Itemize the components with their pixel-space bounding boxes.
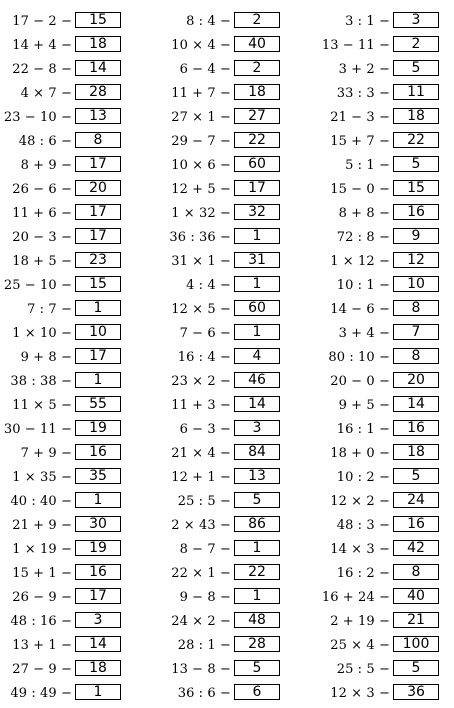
problem-row xyxy=(159,321,283,345)
problem-row xyxy=(159,297,283,321)
problem-expression: 18 + 5 − xyxy=(12,253,72,269)
problem-row xyxy=(318,585,442,609)
problem-row xyxy=(0,489,124,513)
problem-expression: 1 × 35 − xyxy=(12,469,72,485)
answer-box[interactable]: 40 xyxy=(393,588,439,604)
answer-box[interactable]: 28 xyxy=(75,84,121,100)
answer-box[interactable]: 2 xyxy=(234,12,280,28)
answer-box[interactable]: 60 xyxy=(234,156,280,172)
problem-row xyxy=(159,9,283,33)
problem-expression: 24 × 2 − xyxy=(171,613,231,629)
problem-row xyxy=(0,297,124,321)
problem-row xyxy=(0,273,124,297)
problem-row xyxy=(318,321,442,345)
problem-row xyxy=(0,177,124,201)
answer-box[interactable]: 5 xyxy=(234,492,280,508)
problem-expression: 15 − 0 − xyxy=(330,181,390,197)
answer-box[interactable]: 5 xyxy=(393,660,439,676)
answer-box[interactable]: 42 xyxy=(393,540,439,556)
problem-expression: 49 : 49 − xyxy=(10,685,72,701)
problem-expression: 5 : 1 − xyxy=(345,157,390,173)
answer-box[interactable]: 15 xyxy=(75,12,121,28)
problem-expression: 15 + 1 − xyxy=(12,565,72,581)
answer-box[interactable]: 6 xyxy=(234,684,280,700)
answer-box[interactable]: 13 xyxy=(75,108,121,124)
answer-box[interactable]: 2 xyxy=(393,36,439,52)
problem-expression: 14 + 4 − xyxy=(12,37,72,53)
problem-row xyxy=(0,33,124,57)
problem-row xyxy=(159,33,283,57)
problem-expression: 38 : 38 − xyxy=(10,373,72,389)
column-2 xyxy=(159,9,283,705)
problem-expression: 31 × 1 − xyxy=(171,253,231,269)
worksheet xyxy=(0,9,454,701)
answer-box[interactable]: 11 xyxy=(393,84,439,100)
answer-box[interactable]: 86 xyxy=(234,516,280,532)
answer-box[interactable]: 15 xyxy=(75,276,121,292)
answer-box[interactable]: 17 xyxy=(75,204,121,220)
problem-expression: 21 + 9 − xyxy=(12,517,72,533)
problem-row xyxy=(0,609,124,633)
answer-box[interactable]: 36 xyxy=(393,684,439,700)
answer-box[interactable]: 14 xyxy=(234,396,280,412)
problem-expression: 21 × 4 − xyxy=(171,445,231,461)
problem-expression: 9 − 8 − xyxy=(179,589,231,605)
problem-row xyxy=(159,417,283,441)
answer-box[interactable]: 3 xyxy=(393,12,439,28)
problem-expression: 11 + 7 − xyxy=(171,85,231,101)
answer-box[interactable]: 8 xyxy=(393,564,439,580)
problem-row xyxy=(159,489,283,513)
answer-box[interactable]: 20 xyxy=(75,180,121,196)
problem-row xyxy=(318,561,442,585)
problem-expression: 10 : 2 − xyxy=(336,469,390,485)
problem-expression: 12 + 1 − xyxy=(171,469,231,485)
problem-row xyxy=(318,345,442,369)
problem-expression: 1 × 12 − xyxy=(330,253,390,269)
problem-row xyxy=(159,105,283,129)
problem-row xyxy=(0,657,124,681)
answer-box[interactable]: 30 xyxy=(75,516,121,532)
problem-expression: 48 : 3 − xyxy=(336,517,390,533)
problem-expression: 27 × 1 − xyxy=(171,109,231,125)
problem-row xyxy=(159,393,283,417)
problem-expression: 33 : 3 − xyxy=(336,85,390,101)
problem-row xyxy=(318,153,442,177)
problem-expression: 48 : 6 − xyxy=(18,133,72,149)
problem-row xyxy=(0,417,124,441)
problem-row xyxy=(0,201,124,225)
problem-row xyxy=(0,345,124,369)
problem-row xyxy=(0,129,124,153)
problem-expression: 3 + 2 − xyxy=(338,61,390,77)
problem-row xyxy=(159,81,283,105)
problem-expression: 36 : 36 − xyxy=(169,229,231,245)
problem-expression: 11 + 6 − xyxy=(12,205,72,221)
problem-expression: 22 × 1 − xyxy=(171,565,231,581)
problem-expression: 12 + 5 − xyxy=(171,181,231,197)
answer-box[interactable]: 19 xyxy=(75,420,121,436)
problem-expression: 9 + 8 − xyxy=(20,349,72,365)
problem-expression: 7 − 6 − xyxy=(179,325,231,341)
problem-expression: 14 − 6 − xyxy=(330,301,390,317)
problem-expression: 10 × 6 − xyxy=(171,157,231,173)
answer-box[interactable]: 21 xyxy=(393,612,439,628)
answer-box[interactable]: 17 xyxy=(75,156,121,172)
problem-expression: 13 − 8 − xyxy=(171,661,231,677)
problem-row xyxy=(318,369,442,393)
problem-row xyxy=(318,129,442,153)
column-1 xyxy=(0,9,124,705)
answer-box[interactable]: 1 xyxy=(234,588,280,604)
problem-expression: 29 − 7 − xyxy=(171,133,231,149)
answer-box[interactable]: 5 xyxy=(393,468,439,484)
answer-box[interactable]: 1 xyxy=(234,228,280,244)
answer-box[interactable]: 18 xyxy=(234,84,280,100)
answer-box[interactable]: 13 xyxy=(234,468,280,484)
problem-expression: 17 − 2 − xyxy=(12,13,72,29)
problem-row xyxy=(318,609,442,633)
problem-row xyxy=(0,633,124,657)
answer-box[interactable]: 60 xyxy=(234,300,280,316)
answer-box[interactable]: 24 xyxy=(393,492,439,508)
problem-row xyxy=(318,9,442,33)
problem-row xyxy=(0,513,124,537)
answer-box[interactable]: 1 xyxy=(75,372,121,388)
problem-expression: 30 − 11 − xyxy=(3,421,72,437)
problem-expression: 16 : 2 − xyxy=(336,565,390,581)
problem-expression: 26 − 9 − xyxy=(12,589,72,605)
problem-row xyxy=(159,609,283,633)
problem-expression: 26 − 6 − xyxy=(12,181,72,197)
answer-box[interactable]: 17 xyxy=(75,588,121,604)
answer-box[interactable]: 14 xyxy=(75,636,121,652)
problem-row xyxy=(159,177,283,201)
problem-row xyxy=(159,513,283,537)
problem-row xyxy=(0,393,124,417)
problem-expression: 25 : 5 − xyxy=(177,493,231,509)
problem-row xyxy=(159,465,283,489)
problem-row xyxy=(0,561,124,585)
problem-expression: 4 : 4 − xyxy=(186,277,231,293)
problem-expression: 72 : 8 − xyxy=(336,229,390,245)
problem-row xyxy=(159,633,283,657)
problem-row xyxy=(0,225,124,249)
problem-row xyxy=(318,537,442,561)
problem-expression: 11 × 5 − xyxy=(12,397,72,413)
answer-box[interactable]: 46 xyxy=(234,372,280,388)
answer-box[interactable]: 1 xyxy=(75,300,121,316)
problem-expression: 25 − 10 − xyxy=(3,277,72,293)
answer-box[interactable]: 31 xyxy=(234,252,280,268)
problem-row xyxy=(0,681,124,705)
answer-box[interactable]: 3 xyxy=(75,612,121,628)
problem-expression: 4 × 7 − xyxy=(20,85,72,101)
column-3 xyxy=(318,9,442,705)
answer-box[interactable]: 15 xyxy=(393,180,439,196)
problem-expression: 40 : 40 − xyxy=(10,493,72,509)
problem-row xyxy=(0,321,124,345)
answer-box[interactable]: 1 xyxy=(234,324,280,340)
problem-row xyxy=(159,57,283,81)
problem-expression: 10 : 1 − xyxy=(336,277,390,293)
answer-box[interactable]: 18 xyxy=(75,36,121,52)
problem-row xyxy=(318,105,442,129)
problem-expression: 15 + 7 − xyxy=(330,133,390,149)
answer-box[interactable]: 32 xyxy=(234,204,280,220)
problem-expression: 25 × 4 − xyxy=(330,637,390,653)
problem-row xyxy=(0,153,124,177)
answer-box[interactable]: 27 xyxy=(234,108,280,124)
problem-row xyxy=(318,33,442,57)
problem-expression: 1 × 10 − xyxy=(12,325,72,341)
problem-row xyxy=(318,225,442,249)
answer-box[interactable]: 12 xyxy=(393,252,439,268)
answer-box[interactable]: 22 xyxy=(234,564,280,580)
answer-box[interactable]: 18 xyxy=(393,108,439,124)
problem-row xyxy=(318,465,442,489)
problem-expression: 6 − 4 − xyxy=(179,61,231,77)
problem-row xyxy=(318,681,442,705)
answer-box[interactable]: 7 xyxy=(393,324,439,340)
problem-expression: 14 × 3 − xyxy=(330,541,390,557)
problem-row xyxy=(0,441,124,465)
answer-box[interactable]: 16 xyxy=(75,564,121,580)
problem-row xyxy=(0,369,124,393)
answer-box[interactable]: 18 xyxy=(393,444,439,460)
problem-row xyxy=(318,441,442,465)
problem-expression: 11 + 3 − xyxy=(171,397,231,413)
problem-row xyxy=(0,9,124,33)
answer-box[interactable]: 84 xyxy=(234,444,280,460)
problem-row xyxy=(318,273,442,297)
problem-expression: 21 − 3 − xyxy=(330,109,390,125)
problem-expression: 36 : 6 − xyxy=(177,685,231,701)
answer-box[interactable]: 17 xyxy=(75,228,121,244)
answer-box[interactable]: 14 xyxy=(75,60,121,76)
problem-row xyxy=(0,249,124,273)
problem-row xyxy=(318,297,442,321)
problem-expression: 8 − 7 − xyxy=(179,541,231,557)
answer-box[interactable]: 48 xyxy=(234,612,280,628)
answer-box[interactable]: 40 xyxy=(234,36,280,52)
problem-expression: 10 × 4 − xyxy=(171,37,231,53)
problem-expression: 9 + 5 − xyxy=(338,397,390,413)
problem-expression: 16 + 24 − xyxy=(321,589,390,605)
problem-row xyxy=(159,441,283,465)
problem-row xyxy=(159,369,283,393)
problem-expression: 2 + 19 − xyxy=(330,613,390,629)
problem-expression: 2 × 43 − xyxy=(171,517,231,533)
problem-expression: 8 : 4 − xyxy=(186,13,231,29)
problem-row xyxy=(159,561,283,585)
problem-expression: 25 : 5 − xyxy=(336,661,390,677)
problem-expression: 13 + 1 − xyxy=(12,637,72,653)
problem-row xyxy=(0,81,124,105)
answer-box[interactable]: 16 xyxy=(393,204,439,220)
problem-expression: 80 : 10 − xyxy=(328,349,390,365)
problem-expression: 13 − 11 − xyxy=(321,37,390,53)
problem-row xyxy=(0,57,124,81)
problem-row xyxy=(159,225,283,249)
problem-expression: 22 − 8 − xyxy=(12,61,72,77)
answer-box[interactable]: 8 xyxy=(75,132,121,148)
answer-box[interactable]: 10 xyxy=(393,276,439,292)
problem-expression: 23 − 10 − xyxy=(3,109,72,125)
problem-expression: 27 − 9 − xyxy=(12,661,72,677)
answer-box[interactable]: 18 xyxy=(75,660,121,676)
problem-row xyxy=(318,81,442,105)
problem-row xyxy=(159,153,283,177)
problem-expression: 7 : 7 − xyxy=(27,301,72,317)
problem-expression: 12 × 2 − xyxy=(330,493,390,509)
answer-box[interactable]: 16 xyxy=(393,516,439,532)
problem-row xyxy=(318,657,442,681)
problem-row xyxy=(0,537,124,561)
answer-box[interactable]: 5 xyxy=(393,60,439,76)
answer-box[interactable]: 5 xyxy=(393,156,439,172)
answer-box[interactable]: 22 xyxy=(393,132,439,148)
problem-row xyxy=(318,57,442,81)
answer-box[interactable]: 1 xyxy=(234,540,280,556)
problem-expression: 20 − 0 − xyxy=(330,373,390,389)
answer-box[interactable]: 16 xyxy=(393,420,439,436)
problem-row xyxy=(159,537,283,561)
answer-box[interactable]: 9 xyxy=(393,228,439,244)
problem-expression: 1 × 19 − xyxy=(12,541,72,557)
problem-expression: 3 + 4 − xyxy=(338,325,390,341)
problem-expression: 3 : 1 − xyxy=(345,13,390,29)
answer-box[interactable]: 17 xyxy=(234,180,280,196)
problem-row xyxy=(318,513,442,537)
problem-row xyxy=(0,585,124,609)
problem-row xyxy=(318,633,442,657)
problem-row xyxy=(318,201,442,225)
answer-box[interactable]: 16 xyxy=(75,444,121,460)
answer-box[interactable]: 1 xyxy=(75,492,121,508)
answer-box[interactable]: 8 xyxy=(393,348,439,364)
problem-row xyxy=(159,201,283,225)
answer-box[interactable]: 1 xyxy=(75,684,121,700)
problem-row xyxy=(159,657,283,681)
problem-row xyxy=(159,681,283,705)
problem-row xyxy=(0,105,124,129)
problem-expression: 12 × 5 − xyxy=(171,301,231,317)
problem-expression: 28 : 1 − xyxy=(177,637,231,653)
answer-box[interactable]: 8 xyxy=(393,300,439,316)
problem-expression: 48 : 16 − xyxy=(10,613,72,629)
problem-expression: 18 + 0 − xyxy=(330,445,390,461)
problem-row xyxy=(318,249,442,273)
problem-row xyxy=(318,393,442,417)
problem-expression: 6 − 3 − xyxy=(179,421,231,437)
answer-box[interactable]: 55 xyxy=(75,396,121,412)
problem-expression: 20 − 3 − xyxy=(12,229,72,245)
problem-row xyxy=(159,345,283,369)
problem-row xyxy=(159,129,283,153)
problem-expression: 7 + 9 − xyxy=(20,445,72,461)
answer-box[interactable]: 4 xyxy=(234,348,280,364)
answer-box[interactable]: 10 xyxy=(75,324,121,340)
answer-box[interactable]: 35 xyxy=(75,468,121,484)
problem-row xyxy=(159,249,283,273)
problem-row xyxy=(159,585,283,609)
problem-expression: 12 × 3 − xyxy=(330,685,390,701)
problem-expression: 23 × 2 − xyxy=(171,373,231,389)
answer-box[interactable]: 22 xyxy=(234,132,280,148)
answer-box[interactable]: 1 xyxy=(234,276,280,292)
problem-expression: 8 + 9 − xyxy=(20,157,72,173)
answer-box[interactable]: 20 xyxy=(393,372,439,388)
problem-expression: 16 : 4 − xyxy=(177,349,231,365)
answer-box[interactable]: 2 xyxy=(234,60,280,76)
problem-expression: 8 + 8 − xyxy=(338,205,390,221)
answer-box[interactable]: 14 xyxy=(393,396,439,412)
answer-box[interactable]: 100 xyxy=(393,636,439,652)
problem-row xyxy=(318,489,442,513)
problem-row xyxy=(159,273,283,297)
problem-expression: 1 × 32 − xyxy=(171,205,231,221)
answer-box[interactable]: 17 xyxy=(75,348,121,364)
answer-box[interactable]: 5 xyxy=(234,660,280,676)
answer-box[interactable]: 19 xyxy=(75,540,121,556)
answer-box[interactable]: 28 xyxy=(234,636,280,652)
problem-expression: 16 : 1 − xyxy=(336,421,390,437)
problem-row xyxy=(318,417,442,441)
problem-row xyxy=(0,465,124,489)
answer-box[interactable]: 23 xyxy=(75,252,121,268)
problem-row xyxy=(318,177,442,201)
answer-box[interactable]: 3 xyxy=(234,420,280,436)
